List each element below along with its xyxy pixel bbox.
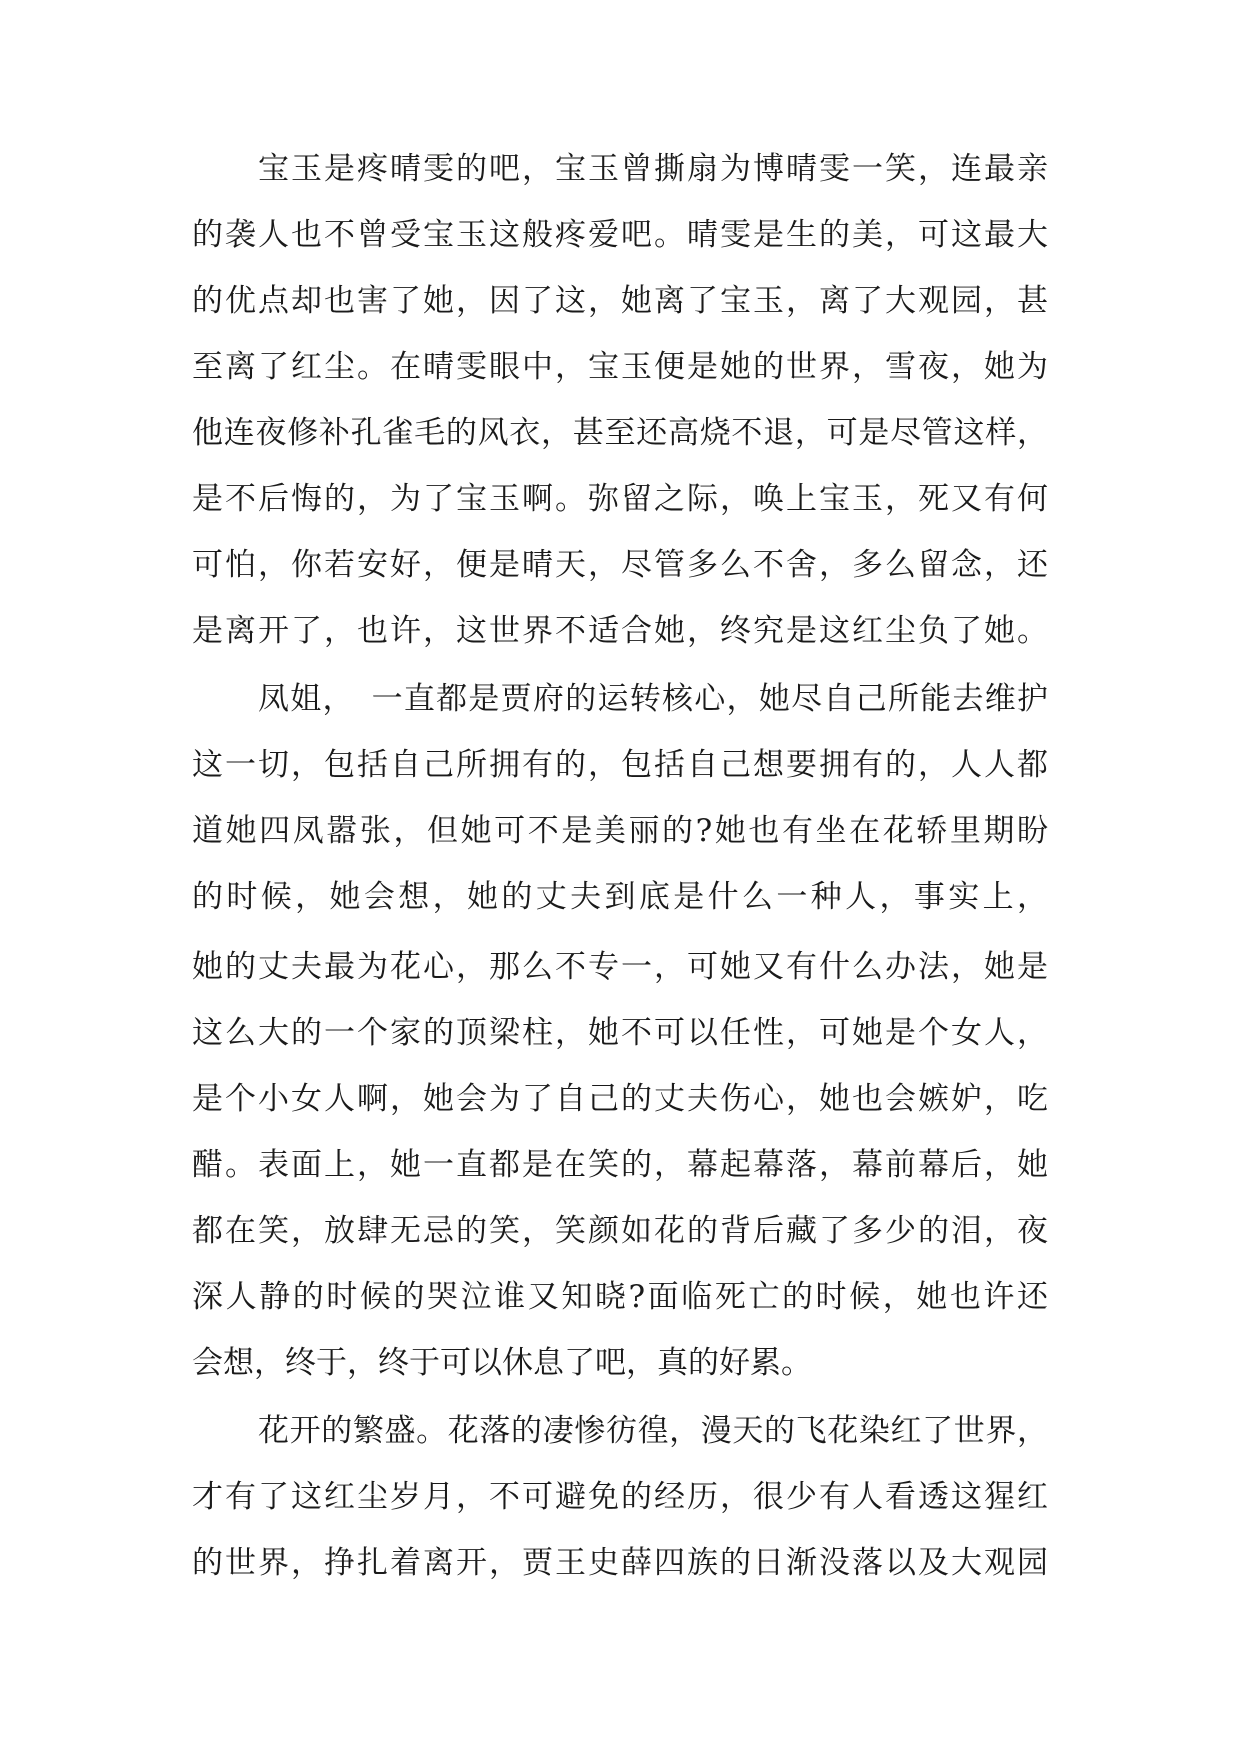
text-line: 深人静的时候的哭泣谁又知晓?面临死亡的时候，她也许还 — [192, 1279, 1048, 1315]
text-line: 可怕，你若安好，便是晴天，尽管多么不舍，多么留念，还 — [192, 547, 1048, 583]
text-line: 是离开了，也许，这世界不适合她，终究是这红尘负了她。 — [192, 613, 1048, 649]
text-line: 道她四凤嚣张，但她可不是美丽的?她也有坐在花轿里期盼 — [192, 813, 1048, 849]
text-line: 是个小女人啊，她会为了自己的丈夫伤心，她也会嫉妒，吃 — [192, 1081, 1048, 1117]
text-line: 才有了这红尘岁月，不可避免的经历，很少有人看透这猩红 — [192, 1479, 1048, 1515]
text-line: 至离了红尘。在晴雯眼中，宝玉便是她的世界，雪夜，她为 — [192, 349, 1048, 385]
text-line: 的优点却也害了她，因了这，她离了宝玉，离了大观园，甚 — [192, 283, 1048, 319]
text-line: 是不后悔的，为了宝玉啊。弥留之际，唤上宝玉，死又有何 — [192, 481, 1048, 517]
text-line: 的世界，挣扎着离开，贾王史薛四族的日渐没落以及大观园 — [192, 1545, 1048, 1581]
text-line: 会想，终于，终于可以休息了吧，真的好累。 — [192, 1345, 812, 1381]
text-line: 的袭人也不曾受宝玉这般疼爱吧。晴雯是生的美，可这最大 — [192, 217, 1048, 253]
text-line: 花开的繁盛。花落的凄惨彷徨，漫天的飞花染红了世界， — [258, 1413, 1048, 1449]
text-line: 宝玉是疼晴雯的吧，宝玉曾撕扇为博晴雯一笑，连最亲 — [258, 151, 1048, 187]
text-line: 都在笑，放肆无忌的笑，笑颜如花的背后藏了多少的泪，夜 — [192, 1213, 1048, 1249]
text-line: 这一切，包括自己所拥有的，包括自己想要拥有的，人人都 — [192, 747, 1048, 783]
text-line: 她的丈夫最为花心，那么不专一，可她又有什么办法，她是 — [192, 949, 1048, 985]
text-line: 的时候，她会想，她的丈夫到底是什么一种人，事实上， — [192, 879, 1048, 915]
text-line: 这么大的一个家的顶梁柱，她不可以任性，可她是个女人， — [192, 1015, 1048, 1051]
text-line: 凤姐， 一直都是贾府的运转核心，她尽自己所能去维护 — [258, 681, 1048, 717]
text-line: 醋。表面上，她一直都是在笑的，幕起幕落，幕前幕后，她 — [192, 1147, 1048, 1183]
text-line: 他连夜修补孔雀毛的风衣，甚至还高烧不退，可是尽管这样， — [192, 415, 1048, 451]
